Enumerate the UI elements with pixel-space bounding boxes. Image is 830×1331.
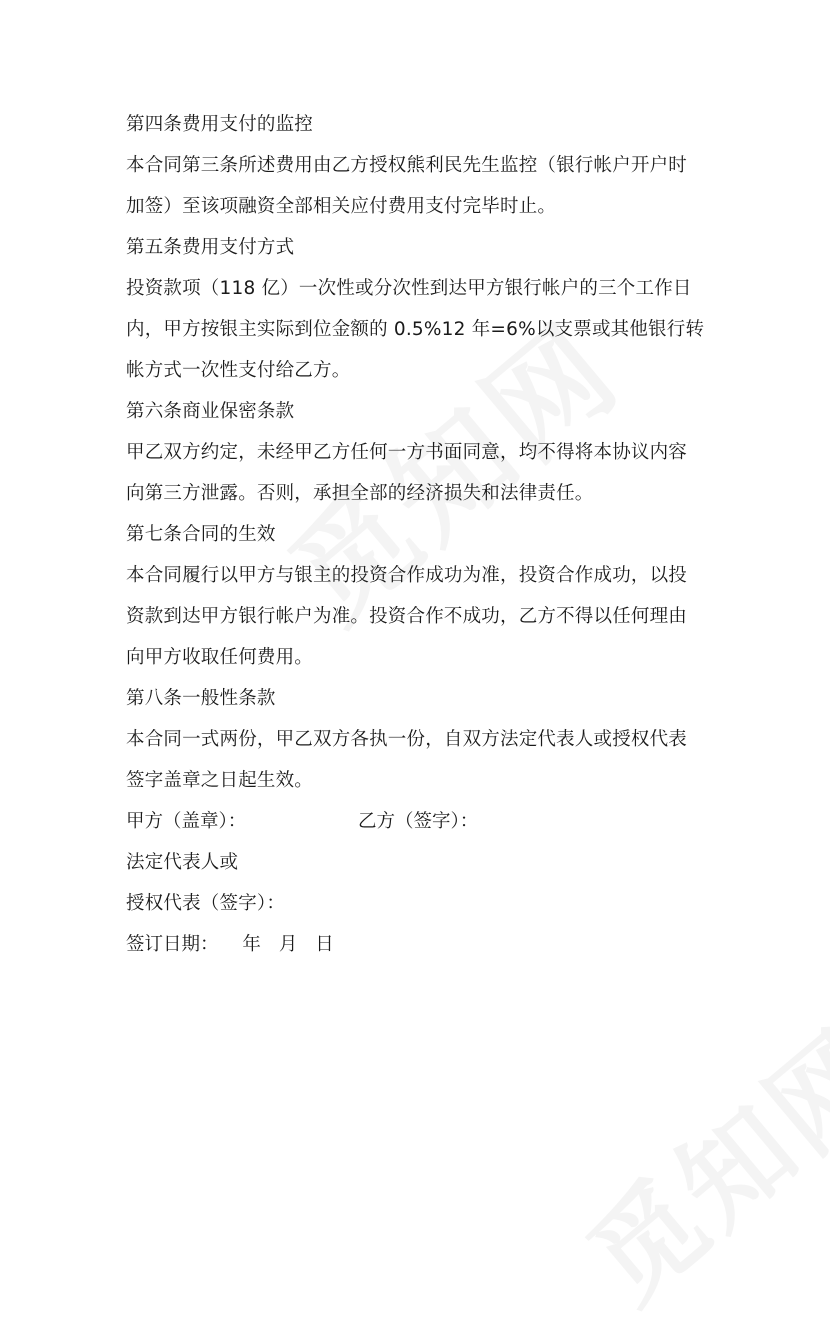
paragraph-line: 帐方式一次性支付给乙方。 xyxy=(126,360,351,381)
paragraph-line: 甲乙双方约定，未经甲乙方任何一方书面同意，均不得将本协议内容 xyxy=(126,442,688,463)
watermark xyxy=(550,987,830,1331)
signing-date-row xyxy=(126,924,716,965)
signature-parties-row xyxy=(126,801,716,842)
party-a-seal-label: 甲方（盖章）： xyxy=(126,811,247,832)
paragraph-line: 本合同履行以甲方与银主的投资合作成功为准，投资合作成功，以投 xyxy=(126,565,688,586)
signing-date-label: 签订日期： xyxy=(126,934,219,955)
paragraph-line: 内，甲方按银主实际到位金额的 0.5%12 年=6%以支票或其他银行转 xyxy=(126,319,705,340)
legal-representative-label: 法定代表人或 xyxy=(126,852,239,873)
paragraph-line: 加签）至该项融资全部相关应付费用支付完毕时止。 xyxy=(126,196,557,217)
section-heading: 第八条一般性条款 xyxy=(126,688,276,709)
paragraph-line: 资款到达甲方银行帐户为准。投资合作不成功，乙方不得以任何理由 xyxy=(126,606,688,627)
paragraph-line: 向甲方收取任何费用。 xyxy=(126,647,314,668)
section-heading: 第七条合同的生效 xyxy=(126,524,276,545)
authorized-representative-label: 授权代表（签字）： xyxy=(126,893,286,914)
month-label: 月 xyxy=(278,934,298,955)
party-b-sign-label: 乙方（签字）： xyxy=(358,811,479,832)
section-heading: 第五条费用支付方式 xyxy=(126,237,295,258)
paragraph-line: 本合同第三条所述费用由乙方授权熊利民先生监控（银行帐户开户时 xyxy=(126,155,688,176)
day-label: 日 xyxy=(315,934,334,955)
section-heading: 第四条费用支付的监控 xyxy=(126,114,314,135)
year-label: 年 xyxy=(242,934,261,955)
paragraph-line: 向第三方泄露。否则，承担全部的经济损失和法律责任。 xyxy=(126,483,594,504)
paragraph-line: 签字盖章之日起生效。 xyxy=(126,770,314,791)
paragraph-line: 本合同一式两份，甲乙双方各执一份，自双方法定代表人或授权代表 xyxy=(126,729,688,750)
paragraph-line: 投资款项（118 亿）一次性或分次性到达甲方银行帐户的三个工作日 xyxy=(126,278,692,299)
section-heading: 第六条商业保密条款 xyxy=(126,401,295,422)
contract-body xyxy=(126,104,716,965)
